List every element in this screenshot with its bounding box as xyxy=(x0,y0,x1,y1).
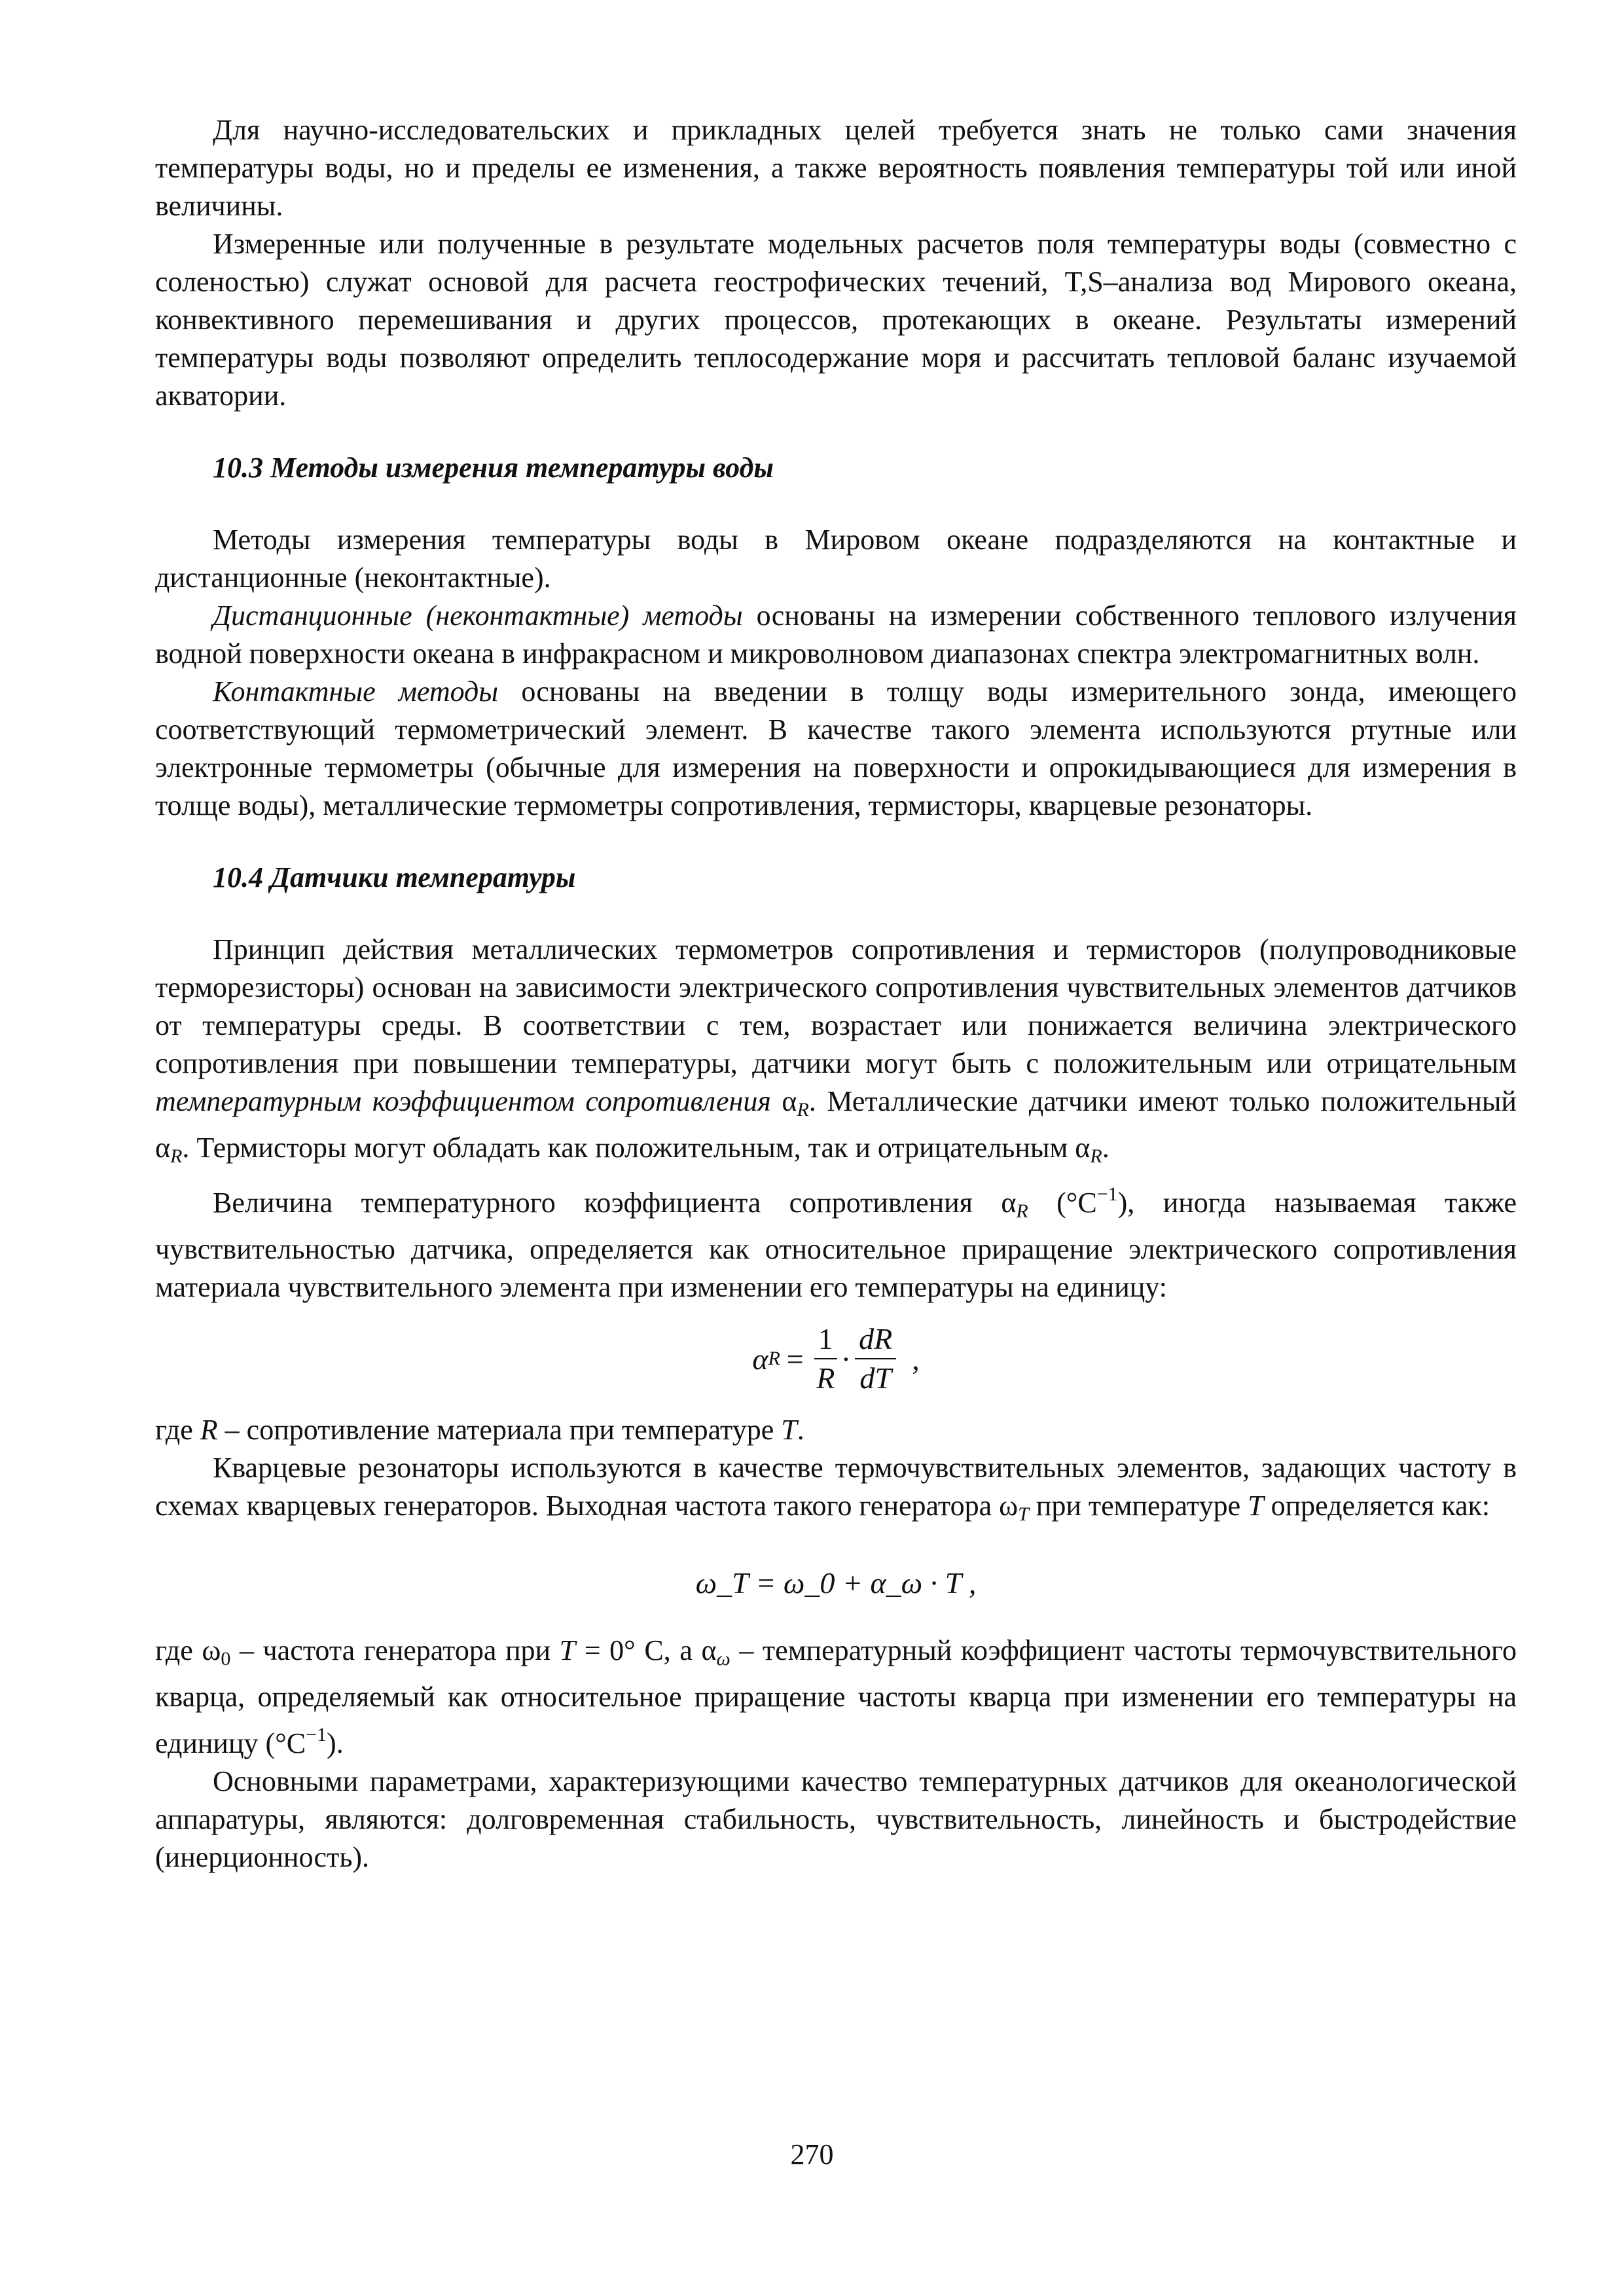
paragraph-text: . xyxy=(1102,1132,1110,1164)
italic-term: Контактные методы xyxy=(213,675,499,708)
numerator: 1 xyxy=(814,1320,837,1359)
paragraph: Для научно-исследовательских и прикладных целей требуется знать не только сами значения температуры воды, но и пределы ее изменения, а также вероятность появления температуры той или иной величины. xyxy=(155,114,1517,222)
paragraph-text: . Термисторы могут обладать как положительным, так и отрицательным α xyxy=(182,1132,1091,1164)
paragraph: Измеренные или полученные в результате модельных расчетов поля температуры воды (совместно с соленостью) служат основой для расчета геострофических течений, T,S–анализа вод Мирового океана, конвективного перемешивания и других процессов, протекающих в океане. Результаты измерений температуры воды позволяют определить теплосодержание моря и рассчитать тепловой баланс изучаемой акватории. xyxy=(155,228,1517,412)
italic-term: Дистанционные (неконтактные) методы xyxy=(213,600,743,632)
paragraph xyxy=(155,673,1517,825)
subscript: R xyxy=(797,1099,809,1121)
paragraph-text: основаны на измерении собственного теплового излучения водной поверхности океана в инфракрасном и микроволновом диапазонах спектра электромагнитных волн. xyxy=(155,600,1517,670)
subscript: T xyxy=(1018,1503,1029,1525)
subscript: R xyxy=(1016,1200,1028,1222)
paragraph-text: – сопротивление материала при температуре xyxy=(217,1414,782,1446)
section-heading-10-3: 10.3 Методы измерения температуры воды xyxy=(213,452,774,484)
paragraph-text: где xyxy=(155,1414,200,1446)
symbol: α xyxy=(770,1085,797,1117)
fraction-dr-dt xyxy=(855,1320,896,1397)
paragraph-text: – температурный коэффициент частоты термочувствительного кварца, определяемый как относительное приращение частоты кварца при изменении его температуры на единицу (°C xyxy=(155,1634,1517,1759)
italic-term: температурным коэффициентом сопротивления xyxy=(155,1085,771,1117)
subscript: 0 xyxy=(221,1648,231,1670)
formula-comma: , xyxy=(912,1342,920,1376)
paragraph-text: при температуре xyxy=(1028,1490,1248,1522)
subscript: ω xyxy=(716,1648,731,1670)
paragraph-text: где ω xyxy=(155,1634,221,1666)
symbol: T xyxy=(1248,1490,1264,1522)
page-body xyxy=(155,111,1517,1876)
paragraph-text: (°C xyxy=(1028,1187,1097,1219)
denominator: dT xyxy=(859,1361,892,1395)
paragraph xyxy=(155,1175,1517,1306)
formula-text: ω_T = ω_0 + α_ω · T , xyxy=(695,1566,977,1600)
denominator: R xyxy=(816,1361,835,1395)
paragraph-text: – частота генератора при xyxy=(230,1634,560,1666)
formula-alpha-r xyxy=(155,1306,1517,1411)
superscript: −1 xyxy=(306,1724,327,1746)
paragraph-text: основаны на введении в толщу воды измерительного зонда, имеющего соответствующий термометрический элемент. В качестве такого элемента используются ртутные или электронные термометры (обычные для измерения на поверхности и опрокидывающиеся для измерения в толще воды), металлические термометры сопротивления, термисторы, кварцевые резонаторы. xyxy=(155,675,1517,821)
paragraph xyxy=(155,597,1517,673)
paragraph-text: . Металлические датчики имеют только положительный α xyxy=(155,1085,1517,1164)
paragraph-text: ). xyxy=(327,1727,344,1759)
subscript: R xyxy=(1090,1145,1102,1167)
symbol: T xyxy=(781,1414,797,1446)
formula-symbol: α xyxy=(752,1342,768,1376)
page-number: 270 xyxy=(790,2138,834,2170)
formula-dot: · xyxy=(840,1342,852,1376)
formula-subscript: R xyxy=(768,1348,780,1369)
numerator: dR xyxy=(855,1320,896,1359)
paragraph xyxy=(155,1449,1517,1534)
fraction-1-over-r xyxy=(814,1320,837,1397)
paragraph-text: Величина температурного коэффициента сопротивления α xyxy=(213,1187,1017,1219)
section-heading-10-4: 10.4 Датчики температуры xyxy=(213,861,576,893)
paragraph: Основными параметрами, характеризующими качество температурных датчиков для океанологической аппаратуры, являются: долговременная стабильность, чувствительность, линейность и быстродействие (инерционность). xyxy=(155,1765,1517,1873)
paragraph-text: ), иногда называемая также чувствительностью датчика, определяется как относительное приращение электрического сопротивления материала чувствительного элемента при изменении его температуры на единицу: xyxy=(155,1187,1517,1303)
symbol: T xyxy=(559,1634,576,1666)
paragraph-text: . xyxy=(797,1414,804,1446)
superscript: −1 xyxy=(1096,1183,1118,1205)
paragraph xyxy=(155,1411,1517,1449)
paragraph: Методы измерения температуры воды в Мировом океане подразделяются на контактные и дистанционные (неконтактные). xyxy=(155,524,1517,594)
subscript: R xyxy=(170,1145,183,1167)
paragraph xyxy=(155,931,1517,1175)
formula-equals: = xyxy=(786,1342,804,1376)
formula-omega-t xyxy=(155,1534,1517,1632)
paragraph xyxy=(155,1632,1517,1763)
paragraph-text: = 0° C, а α xyxy=(575,1634,717,1666)
symbol: R xyxy=(200,1414,218,1446)
paragraph-text: определяется как: xyxy=(1263,1490,1490,1522)
paragraph-text: Принцип действия металлических термометров сопротивления и термисторов (полупроводниковые терморезисторы) основан на зависимости электрического сопротивления чувствительных элементов датчиков от температуры среды. В соответствии с тем, возрастает или понижается величина электрического сопротивления при повышении температуры, датчики могут быть с положительным или отрицательным xyxy=(155,933,1517,1079)
paragraph-text: Кварцевые резонаторы используются в качестве термочувствительных элементов, задающих частоту в схемах кварцевых генераторов. Выходная частота такого генератора ω xyxy=(155,1452,1517,1522)
